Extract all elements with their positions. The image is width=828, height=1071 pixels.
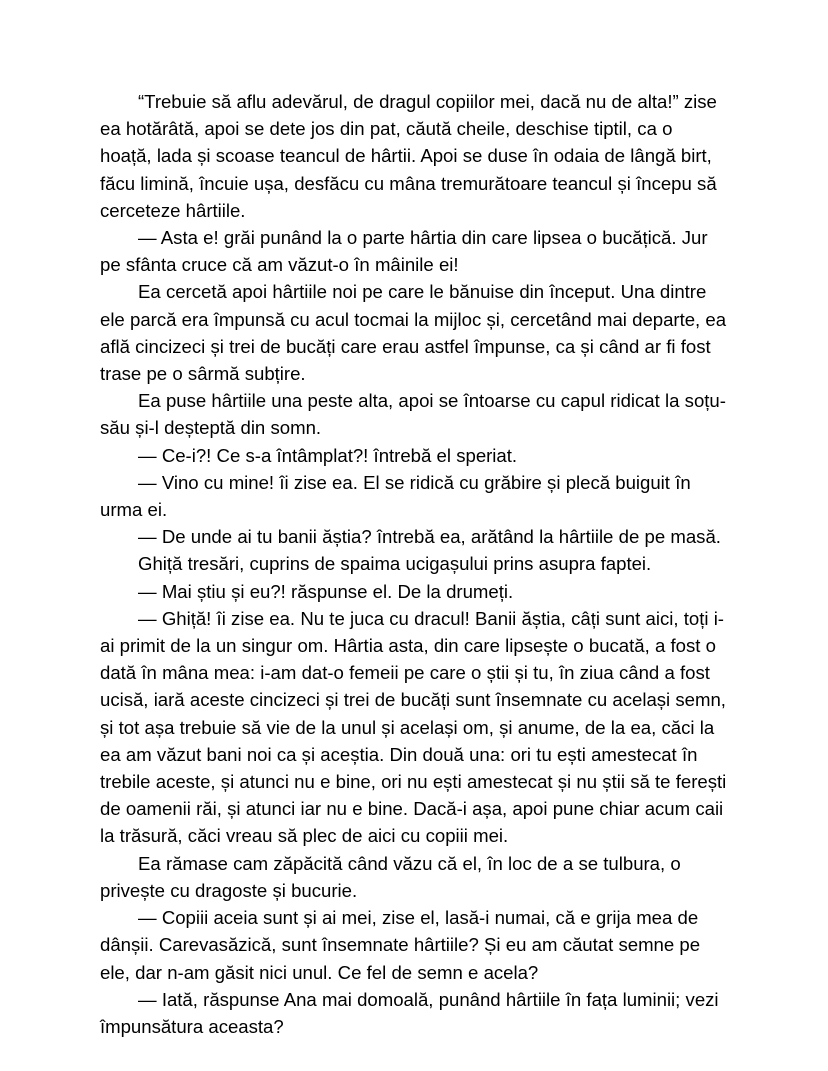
paragraph: — Vino cu mine! îi zise ea. El se ridică cu grăbire și plecă buiguit în urma ei. [100,471,691,521]
paragraph: — Mai știu și eu?! răspunse el. De la drumeți. [138,580,514,602]
paragraph: — Copiii aceia sunt și ai mei, zise el, lasă-i numai, că e grija mea de dânșii. Carevasăzică, sunt însemnate hârtiile? Și eu am căutat semne pe ele, dar n-am găsit nici unul. Ce fel de semn e acela? [100,907,701,983]
paragraph: Ea rămase cam zăpăcită când văzu că el, în loc de a se tulbura, o privește cu dragoste și bucurie. [100,852,681,901]
paragraph: Ea cercetă apoi hârtiile noi pe care le bănuise din început. Una dintre ele parcă era împunsă cu acul tocmai la mijloc și, cercetând mai departe, ea află cincizeci și trei de bucăți care erau astfel împunse, ca și când ar fi fost trase pe o sârmă subțire. [100,281,727,385]
paragraph: — Asta e! grăi punând la o parte hârtia din care lipsea o bucățică. Jur pe sfânta cruce că am văzut-o în mâinile ei! [100,227,708,276]
paragraph: — Ce-i?! Ce s-a întâmplat?! întrebă el speriat. [138,444,518,466]
paragraph: Ea puse hârtiile una peste alta, apoi se întoarse cu capul ridicat la soțu-său și-l deșteptă din somn. [100,390,726,439]
paragraph: Ghiță tresări, cuprins de spaima ucigașului prins asupra faptei. [138,553,652,575]
paragraph: — Iată, răspunse Ana mai domoală, punând hârtiile în fața luminii; vezi împunsătura aceasta? [100,988,719,1037]
body-text-block [100,88,729,1040]
paragraph: — Ghiță! îi zise ea. Nu te juca cu dracul! Banii ăștia, câți sunt aici, toți i-ai primit de la un singur om. Hârtia asta, din care lipsește o bucată, a fost o dată în mâna mea: i-am dat-o femeii pe care o știi și tu, în ziua când a fost ucisă, iară aceste cincizeci și trei de bucăți sunt însemnate cu același semn, și tot așa trebuie să vie de la unul și același om, și anume, de la ea, căci la ea am văzut bani noi ca și aceștia. Din două una: ori tu ești amestecat în trebile aceste, și atunci nu e bine, ori nu ești amestecat și nu știi să te ferești de oamenii răi, și atunci iar nu e bine. Dacă-i așa, apoi pune chiar acum caii la trăsură, căci vreau să plec de aici cu copiii mei. [100,607,727,847]
paragraph: “Trebuie să aflu adevărul, de dragul copiilor mei, dacă nu de alta!” zise ea hotărâtă, apoi se dete jos din pat, căută cheile, deschise tiptil, ca o hoață, lada și scoase teancul de hârtii. Apoi se duse în odaia de lângă birt, făcu limină, încuie ușa, desfăcu cu mâna tremurătoare teancul și începu să cerceteze hârtiile. [100,91,717,221]
paragraph: — De unde ai tu banii ăștia? întrebă ea, arătând la hârtiile de pe masă. [138,526,721,548]
